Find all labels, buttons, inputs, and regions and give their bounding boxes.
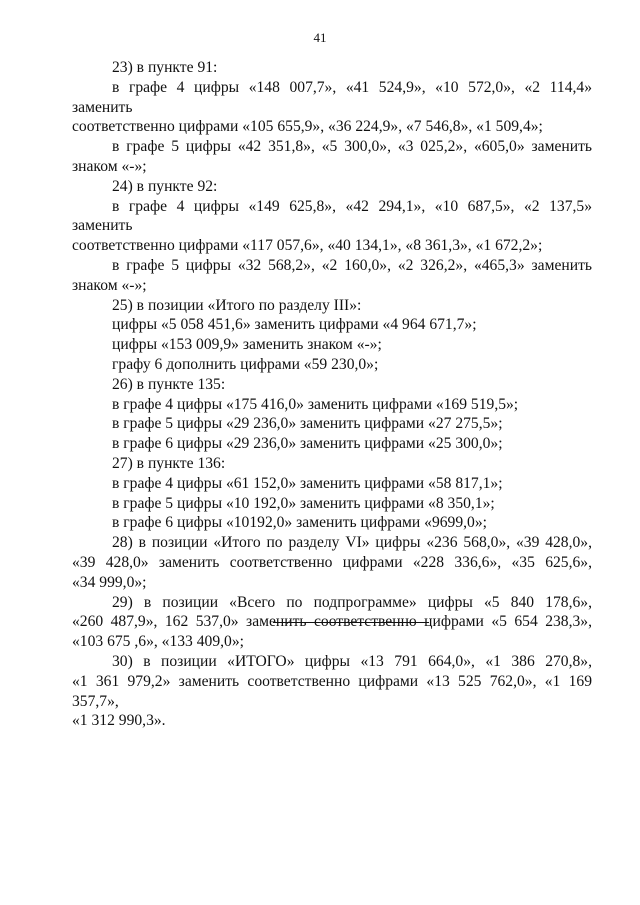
item-27-line-2: в графе 5 цифры «10 192,0» заменить цифрами «8 350,1»; xyxy=(112,494,495,512)
item-30-line-1: 30) в позиции «ИТОГО» цифры «13 791 664,0», «1 386 270,8», xyxy=(112,652,592,670)
closing-rule xyxy=(273,622,429,623)
item-29-line-2: «260 487,9», 162 537,0» заменить соответственно цифрами «5 654 238,3», xyxy=(72,613,592,631)
item-28-line-2: «39 428,0» заменить соответственно цифрами «228 336,6», «35 625,6», xyxy=(72,553,592,571)
document-body xyxy=(72,58,592,731)
item-29-line-3: «103 675 ,6», «133 409,0»; xyxy=(72,633,244,651)
item-27-line-1: в графе 4 цифры «61 152,0» заменить цифрами «58 817,1»; xyxy=(112,474,503,492)
item-27-heading: 27) в пункте 136: xyxy=(112,454,226,472)
item-26-heading: 26) в пункте 135: xyxy=(112,375,226,393)
item-25-heading: 25) в позиции «Итого по разделу III»: xyxy=(112,296,362,314)
item-30-line-3: «1 312 990,3». xyxy=(72,712,166,730)
item-24-heading: 24) в пункте 92: xyxy=(112,177,218,195)
item-25-line-3: графу 6 дополнить цифрами «59 230,0»; xyxy=(112,355,379,373)
item-30-line-2: «1 361 979,2» заменить соответственно цифрами «13 525 762,0», «1 169 357,7», xyxy=(72,672,592,710)
item-26-line-2: в графе 5 цифры «29 236,0» заменить цифрами «27 275,5»; xyxy=(112,415,503,433)
item-23-line-3: в графе 5 цифры «42 351,8», «5 300,0», «3 025,2», «605,0» заменить xyxy=(112,138,592,156)
item-29-line-1: 29) в позиции «Всего по подпрограмме» цифры «5 840 178,6», xyxy=(112,593,592,611)
item-23-line-4: знаком «-»; xyxy=(72,157,147,175)
item-24-line-3: в графе 5 цифры «32 568,2», «2 160,0», «2 326,2», «465,3» заменить xyxy=(112,256,592,274)
item-24-line-4: знаком «-»; xyxy=(72,276,147,294)
item-28-line-3: «34 999,0»; xyxy=(72,573,147,591)
item-25-line-2: цифры «153 009,9» заменить знаком «-»; xyxy=(112,336,382,354)
item-24-line-1: в графе 4 цифры «149 625,8», «42 294,1», «10 687,5», «2 137,5» заменить xyxy=(72,197,592,235)
page-number: 41 xyxy=(313,30,327,45)
item-26-line-1: в графе 4 цифры «175 416,0» заменить цифрами «169 519,5»; xyxy=(112,395,519,413)
item-23-line-1: в графе 4 цифры «148 007,7», «41 524,9», «10 572,0», «2 114,4» заменить xyxy=(72,78,592,116)
item-24-line-2: соответственно цифрами «117 057,6», «40 134,1», «8 361,3», «1 672,2»; xyxy=(72,237,543,255)
item-23-heading: 23) в пункте 91: xyxy=(112,59,218,76)
item-25-line-1: цифры «5 058 451,6» заменить цифрами «4 964 671,7»; xyxy=(112,316,477,334)
item-26-line-3: в графе 6 цифры «29 236,0» заменить цифрами «25 300,0»; xyxy=(112,435,503,453)
item-23-line-2: соответственно цифрами «105 655,9», «36 224,9», «7 546,8», «1 509,4»; xyxy=(72,118,543,136)
item-28-line-1: 28) в позиции «Итого по разделу VI» цифры «236 568,0», «39 428,0», xyxy=(112,534,592,552)
item-27-line-3: в графе 6 цифры «10192,0» заменить цифрами «9699,0»; xyxy=(112,514,487,532)
